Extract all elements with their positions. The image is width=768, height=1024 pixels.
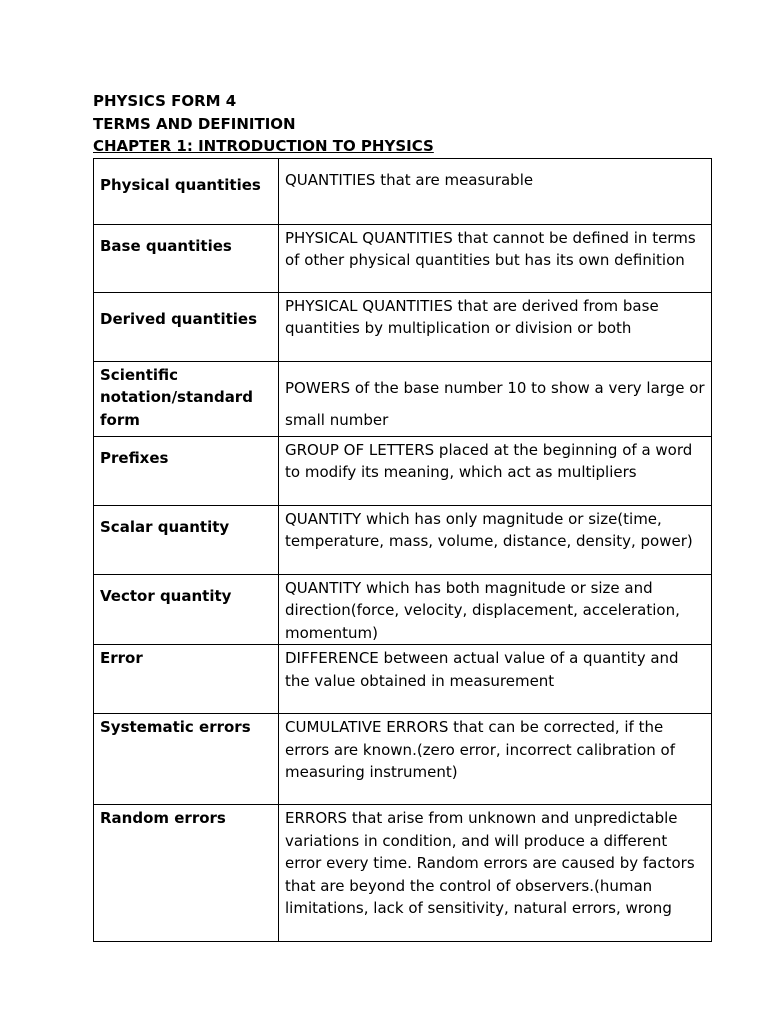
term-cell xyxy=(94,158,279,224)
table-row xyxy=(94,361,712,436)
definition-cell xyxy=(279,436,712,505)
term-text: Scientific notation/standard form xyxy=(100,365,253,429)
term-cell xyxy=(94,505,279,574)
definition-cell xyxy=(279,805,712,942)
definition-text: QUANTITY which has both magnitude or size and direction(force, velocity, displacement, acceleration, momentum) xyxy=(285,578,680,642)
document-subtitle: TERMS AND DEFINITION xyxy=(93,114,296,133)
definition-text: DIFFERENCE between actual value of a quantity and the value obtained in measurement xyxy=(285,649,679,690)
terms-table xyxy=(93,158,712,943)
table-row xyxy=(94,714,712,805)
table-row xyxy=(94,505,712,574)
term-cell xyxy=(94,224,279,292)
definition-cell xyxy=(279,158,712,224)
table-row xyxy=(94,436,712,505)
term-cell xyxy=(94,361,279,436)
term-text: Base quantities xyxy=(100,236,232,255)
document-page xyxy=(93,90,713,942)
table-row xyxy=(94,645,712,714)
definition-text: PHYSICAL QUANTITIES that cannot be defined in terms of other physical quantities but has its own definition xyxy=(285,228,696,269)
term-text: Vector quantity xyxy=(100,586,232,605)
definition-cell xyxy=(279,292,712,361)
definition-cell xyxy=(279,574,712,645)
term-text: Physical quantities xyxy=(100,175,261,194)
table-row xyxy=(94,574,712,645)
term-text: Prefixes xyxy=(100,448,169,467)
definition-cell xyxy=(279,224,712,292)
table-row xyxy=(94,292,712,361)
definition-text: POWERS of the base number 10 to show a very large or small number xyxy=(285,378,705,429)
definition-text: GROUP OF LETTERS placed at the beginning of a word to modify its meaning, which act as multipliers xyxy=(285,440,693,481)
term-cell xyxy=(94,805,279,942)
term-cell xyxy=(94,574,279,645)
table-row xyxy=(94,158,712,224)
term-text: Derived quantities xyxy=(100,309,258,328)
table-row xyxy=(94,805,712,942)
definition-cell xyxy=(279,505,712,574)
document-title: PHYSICS FORM 4 xyxy=(93,92,237,110)
term-text: Scalar quantity xyxy=(100,517,230,536)
definition-cell xyxy=(279,645,712,714)
definition-text: QUANTITY which has only magnitude or size(time, temperature, mass, volume, distance, density, power) xyxy=(285,509,693,550)
term-cell xyxy=(94,645,279,714)
term-cell xyxy=(94,714,279,805)
term-cell xyxy=(94,292,279,361)
definition-text: QUANTITIES that are measurable xyxy=(285,170,534,189)
table-row xyxy=(94,224,712,292)
definition-text: CUMULATIVE ERRORS that can be corrected, if the errors are known.(zero error, incorrect calibration of measuring instrument) xyxy=(285,718,675,781)
definition-cell xyxy=(279,361,712,436)
definition-text: PHYSICAL QUANTITIES that are derived from base quantities by multiplication or division or both xyxy=(285,296,659,337)
term-text: Random errors xyxy=(100,809,226,827)
definition-cell xyxy=(279,714,712,805)
chapter-heading: CHAPTER 1: INTRODUCTION TO PHYSICS xyxy=(93,137,434,155)
term-text: Systematic errors xyxy=(100,718,251,736)
term-text: Error xyxy=(100,649,143,667)
definition-text: ERRORS that arise from unknown and unpredictable variations in condition, and will produce a different error every time. Random errors are caused by factors that are beyond the control of observers.(human limitations, lack of sensitivity, natural errors, wrong xyxy=(285,809,695,917)
term-cell xyxy=(94,436,279,505)
